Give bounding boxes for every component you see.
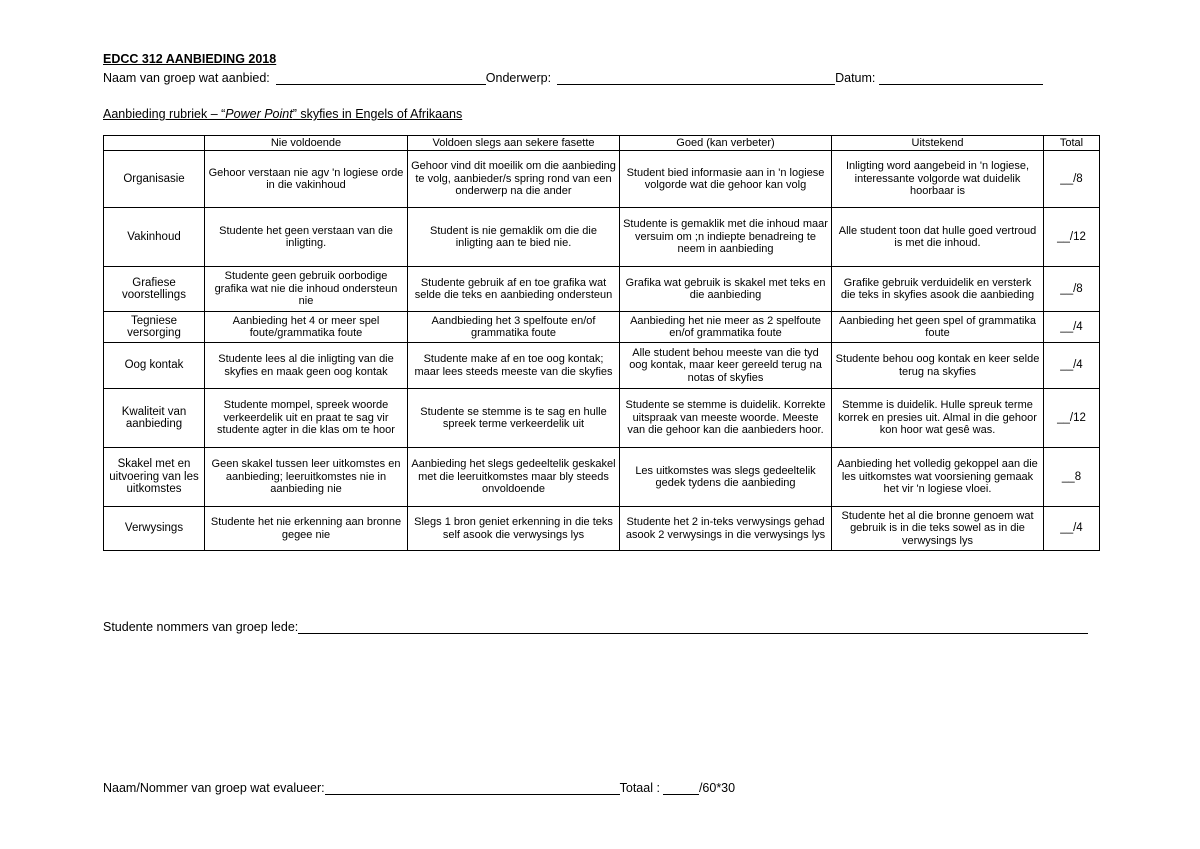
table-row bbox=[104, 267, 1100, 312]
rubric-cell: Aanbieding het volledig gekoppel aan die les uitkomstes wat voorsiening gemaak het vir 'n logiese vloei. bbox=[832, 448, 1044, 507]
rubric-cell: Studente geen gebruik oorbodige grafika wat nie die inhoud ondersteun nie bbox=[205, 267, 408, 312]
header-cell-total: Total bbox=[1044, 136, 1100, 151]
header-row bbox=[104, 136, 1100, 151]
group-name-label: Naam van groep wat aanbied: bbox=[103, 71, 270, 85]
rubric-cell: Studente make af en toe oog kontak; maar lees steeds meeste van die skyfies bbox=[408, 343, 620, 389]
rubric-cell: Studente se stemme is duidelik. Korrekte uitspraak van meeste woorde. Meeste van die gehoor kan die aanbieders hoor. bbox=[620, 389, 832, 448]
criterion-cell: Oog kontak bbox=[104, 343, 205, 389]
rubric-cell: Grafike gebruik verduidelik en versterk die teks in skyfies asook die aanbieding bbox=[832, 267, 1044, 312]
score-cell[interactable]: __/4 bbox=[1044, 343, 1100, 389]
header-cell-goed: Goed (kan verbeter) bbox=[620, 136, 832, 151]
header-cell-blank bbox=[104, 136, 205, 151]
table-row bbox=[104, 507, 1100, 551]
header-cell-uitstekend: Uitstekend bbox=[832, 136, 1044, 151]
criterion-cell: Organisasie bbox=[104, 151, 205, 208]
rubric-cell: Studente mompel, spreek woorde verkeerdelik uit en praat te sag vir studente agter in die klas om te hoor bbox=[205, 389, 408, 448]
rubric-subtitle: Aanbieding rubriek – “Power Point” skyfies in Engels of Afrikaans bbox=[103, 107, 463, 121]
rubric-cell: Alle student toon dat hulle goed vertroud is met die inhoud. bbox=[832, 208, 1044, 267]
rubric-cell: Aanbieding het nie meer as 2 spelfoute en/of grammatika foute bbox=[620, 312, 832, 343]
rubric-cell: Aandbieding het 3 spelfoute en/of grammatika foute bbox=[408, 312, 620, 343]
rubric-cell: Slegs 1 bron geniet erkenning in die teks self asook die verwysings lys bbox=[408, 507, 620, 551]
rubric-cell: Aanbieding het 4 or meer spel foute/grammatika foute bbox=[205, 312, 408, 343]
rubric-cell: Aanbieding het slegs gedeeltelik geskakel met die leeruitkomstes maar bly steeds onvoldoende bbox=[408, 448, 620, 507]
table-row bbox=[104, 151, 1100, 208]
rubric-cell: Stemme is duidelik. Hulle spreuk terme korrek en presies uit. Almal in die gehoor kon hoor wat gesê was. bbox=[832, 389, 1044, 448]
members-label: Studente nommers van groep lede: bbox=[103, 620, 299, 634]
members-blank[interactable] bbox=[298, 620, 1088, 634]
rubric-cell: Studente het al die bronne genoem wat gebruik is in die teks sowel as in die verwysings lys bbox=[832, 507, 1044, 551]
rubric-cell: Aanbieding het geen spel of grammatika foute bbox=[832, 312, 1044, 343]
total-label: Totaal : bbox=[619, 781, 660, 795]
criterion-cell: Skakel met en uitvoering van les uitkomstes bbox=[104, 448, 205, 507]
rubric-cell: Student is nie gemaklik om die die inligting aan te bied nie. bbox=[408, 208, 620, 267]
table-row bbox=[104, 389, 1100, 448]
score-cell[interactable]: __/8 bbox=[1044, 267, 1100, 312]
date-label: Datum: bbox=[835, 71, 876, 85]
date-blank[interactable] bbox=[879, 71, 1043, 85]
criterion-cell: Grafiese voorstellings bbox=[104, 267, 205, 312]
criterion-cell: Vakinhoud bbox=[104, 208, 205, 267]
criterion-cell: Kwaliteit van aanbieding bbox=[104, 389, 205, 448]
score-cell[interactable]: __/12 bbox=[1044, 389, 1100, 448]
evaluator-blank[interactable] bbox=[325, 781, 620, 795]
score-cell[interactable]: __8 bbox=[1044, 448, 1100, 507]
criterion-cell: Tegniese versorging bbox=[104, 312, 205, 343]
group-name-blank[interactable] bbox=[276, 71, 486, 85]
rubric-cell: Inligting word aangebeid in 'n logiese, interessante volgorde wat duidelik hoorbaar is bbox=[832, 151, 1044, 208]
table-row bbox=[104, 343, 1100, 389]
rubric-cell: Studente lees al die inligting van die skyfies en maak geen oog kontak bbox=[205, 343, 408, 389]
rubric-cell: Student bied informasie aan in 'n logiese volgorde wat die gehoor kan volg bbox=[620, 151, 832, 208]
rubric-cell: Studente het geen verstaan van die inligting. bbox=[205, 208, 408, 267]
table-row bbox=[104, 312, 1100, 343]
score-cell[interactable]: __/4 bbox=[1044, 507, 1100, 551]
rubric-cell: Geen skakel tussen leer uitkomstes en aanbieding; leeruitkomstes nie in aanbieding nie bbox=[205, 448, 408, 507]
evaluator-label: Naam/Nommer van groep wat evalueer: bbox=[103, 781, 325, 795]
table-row bbox=[104, 448, 1100, 507]
document-title: EDCC 312 AANBIEDING 2018 bbox=[103, 52, 277, 66]
rubric-cell: Gehoor verstaan nie agv 'n logiese orde in die vakinhoud bbox=[205, 151, 408, 208]
rubric-cell: Studente gebruik af en toe grafika wat selde die teks en aanbieding ondersteun bbox=[408, 267, 620, 312]
rubric-cell: Studente het 2 in-teks verwysings gehad asook 2 verwysings in die verwysings lys bbox=[620, 507, 832, 551]
topic-blank[interactable] bbox=[557, 71, 835, 85]
rubric-cell: Studente het nie erkenning aan bronne gegee nie bbox=[205, 507, 408, 551]
rubric-cell: Gehoor vind dit moeilik om die aanbieding te volg, aanbieder/s spring rond van een onderwerp na die ander bbox=[408, 151, 620, 208]
topic-label: Onderwerp: bbox=[485, 71, 552, 85]
rubric-cell: Studente se stemme is te sag en hulle spreek terme verkeerdelik uit bbox=[408, 389, 620, 448]
table-row bbox=[104, 208, 1100, 267]
rubric-cell: Alle student behou meeste van die tyd oog kontak, maar keer gereeld terug na notas of skyfies bbox=[620, 343, 832, 389]
total-suffix: /60*30 bbox=[698, 781, 736, 795]
score-cell[interactable]: __/8 bbox=[1044, 151, 1100, 208]
header-fields bbox=[103, 71, 1093, 85]
criterion-cell: Verwysings bbox=[104, 507, 205, 551]
rubric-cell: Les uitkomstes was slegs gedeeltelik gedek tydens die aanbieding bbox=[620, 448, 832, 507]
score-cell[interactable]: __/12 bbox=[1044, 208, 1100, 267]
rubric-cell: Grafika wat gebruik is skakel met teks en die aanbieding bbox=[620, 267, 832, 312]
score-cell[interactable]: __/4 bbox=[1044, 312, 1100, 343]
rubric-cell: Studente behou oog kontak en keer selde terug na skyfies bbox=[832, 343, 1044, 389]
rubric-cell: Studente is gemaklik met die inhoud maar versuim om ;n indiepte benadreing te neem in aanbieding bbox=[620, 208, 832, 267]
total-blank[interactable] bbox=[663, 781, 699, 795]
header-cell-nie-voldoende: Nie voldoende bbox=[205, 136, 408, 151]
rubric-table bbox=[103, 135, 1100, 551]
evaluator-field bbox=[103, 781, 735, 795]
members-field bbox=[103, 620, 1088, 634]
header-cell-voldoen: Voldoen slegs aan sekere fasette bbox=[408, 136, 620, 151]
